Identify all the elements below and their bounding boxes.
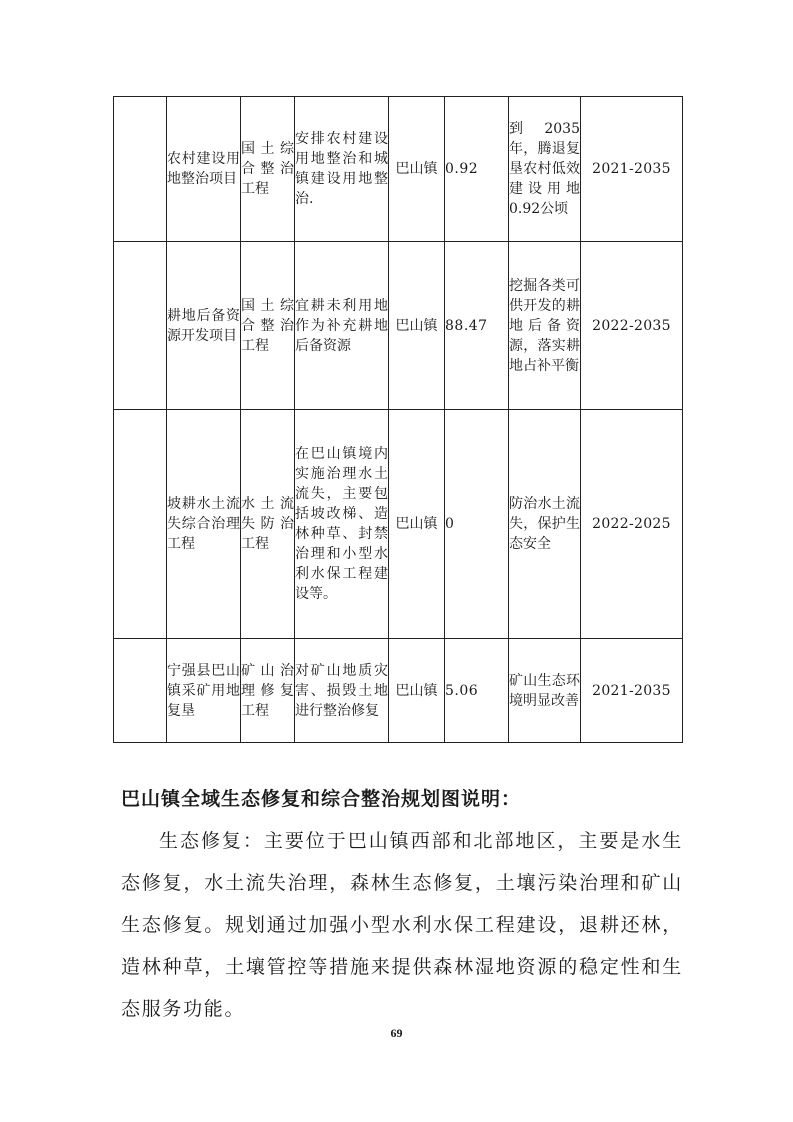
project-goal: 到 2035年，腾退复垦农村低效建设用地 0.92公顷 xyxy=(509,97,581,242)
project-period: 2022-2025 xyxy=(581,410,683,639)
project-location: 巴山镇 xyxy=(389,242,445,410)
project-table xyxy=(113,96,683,743)
section-heading: 巴山镇全域生态修复和综合整治规划图说明： xyxy=(121,788,522,810)
project-area: 0.92 xyxy=(445,97,509,242)
project-location: 巴山镇 xyxy=(389,639,445,743)
project-goal: 防治水土流失，保护生态安全 xyxy=(509,410,581,639)
project-type: 国土综合整治工程 xyxy=(241,242,295,410)
project-period: 2021-2035 xyxy=(581,97,683,242)
project-area: 88.47 xyxy=(445,242,509,410)
index-cell xyxy=(114,97,167,242)
project-content: 对矿山地质灾害、损毁土地进行整治修复 xyxy=(295,639,389,743)
project-location: 巴山镇 xyxy=(389,97,445,242)
project-name: 农村建设用地整治项目 xyxy=(167,97,241,242)
project-goal: 矿山生态环境明显改善 xyxy=(509,639,581,743)
project-name: 宁强县巴山镇采矿用地复垦 xyxy=(167,639,241,743)
project-content: 在巴山镇境内实施治理水土流失，主要包括坡改梯、造林种草、封禁治理和小型水利水保工程建设等。 xyxy=(295,410,389,639)
page-number: 69 xyxy=(390,1026,403,1040)
project-area: 5.06 xyxy=(445,639,509,743)
project-location: 巴山镇 xyxy=(389,410,445,639)
table-row xyxy=(114,97,683,242)
index-cell xyxy=(114,242,167,410)
project-type: 水土流失防治工程 xyxy=(241,410,295,639)
section-paragraph: 生态修复：主要位于巴山镇西部和北部地区，主要是水生态修复，水土流失治理，森林生态修复，土壤污染治理和矿山生态修复。规划通过加强小型水利水保工程建设，退耕还林，造林种草，土壤管控等措施来提供森林湿地资源的稳定性和生态服务功能。 xyxy=(121,830,683,1020)
project-area: 0 xyxy=(445,410,509,639)
project-goal: 挖掘各类可供开发的耕地后备资源，落实耕地占补平衡 xyxy=(509,242,581,410)
table-row xyxy=(114,639,683,743)
table-row xyxy=(114,410,683,639)
project-name: 坡耕水土流失综合治理工程 xyxy=(167,410,241,639)
project-content: 安排农村建设用地整治和城镇建设用地整治. xyxy=(295,97,389,242)
index-cell xyxy=(114,639,167,743)
project-name: 耕地后备资源开发项目 xyxy=(167,242,241,410)
project-period: 2021-2035 xyxy=(581,639,683,743)
index-cell xyxy=(114,410,167,639)
project-period: 2022-2035 xyxy=(581,242,683,410)
table-row xyxy=(114,242,683,410)
project-type: 矿山治理修复工程 xyxy=(241,639,295,743)
project-type: 国土综合整治工程 xyxy=(241,97,295,242)
project-content: 宜耕未利用地作为补充耕地后备资源 xyxy=(295,242,389,410)
